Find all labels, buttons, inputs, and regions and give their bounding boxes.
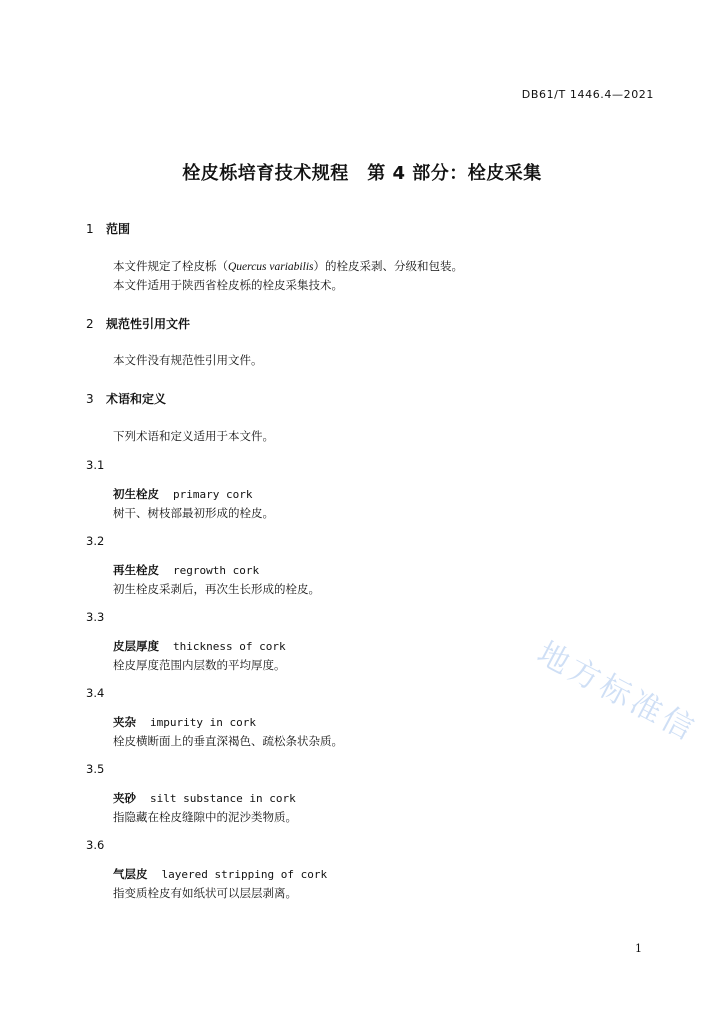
section-number: 1 (86, 222, 94, 236)
term-entry (113, 866, 327, 882)
section-title: 范围 (106, 222, 131, 236)
term-entry (113, 714, 256, 730)
term-definition: 初生栓皮采剥后，再次生长形成的栓皮。 (113, 582, 320, 596)
section-title: 规范性引用文件 (106, 317, 191, 331)
section-title: 术语和定义 (106, 392, 167, 406)
section-3-heading (86, 390, 166, 407)
term-number: 3.3 (86, 610, 105, 624)
term-entry (113, 638, 286, 654)
term-entry (113, 790, 296, 806)
term-number: 3.6 (86, 838, 105, 852)
term-definition: 指隐藏在栓皮缝隙中的泥沙类物质。 (113, 810, 297, 824)
term-zh: 夹杂 (113, 715, 136, 729)
term-definition: 栓皮厚度范围内层数的平均厚度。 (113, 658, 286, 672)
term-zh: 夹砂 (113, 791, 136, 805)
term-definition: 树干、树枝部最初形成的栓皮。 (113, 506, 274, 520)
term-entry (113, 562, 259, 578)
terms-intro-paragraph: 下列术语和定义适用于本文件。 (113, 429, 274, 443)
term-number: 3.4 (86, 686, 105, 700)
page-number: 1 (635, 942, 642, 955)
term-number: 3.1 (86, 458, 105, 472)
term-definition: 栓皮横断面上的垂直深褐色、疏松条状杂质。 (113, 734, 343, 748)
term-zh: 初生栓皮 (113, 487, 159, 501)
term-zh: 皮层厚度 (113, 639, 159, 653)
term-en: primary cork (173, 488, 253, 501)
term-definition: 指变质栓皮有如纸状可以层层剥离。 (113, 886, 297, 900)
scope-paragraph-2: 本文件适用于陕西省栓皮栎的栓皮采集技术。 (113, 278, 343, 292)
term-entry (113, 486, 252, 502)
term-en: impurity in cork (150, 716, 256, 729)
term-number: 3.5 (86, 762, 105, 776)
latin-name: Quercus variabilis (228, 261, 314, 273)
term-number: 3.2 (86, 534, 105, 548)
section-2-heading (86, 315, 190, 332)
section-number: 2 (86, 317, 94, 331)
term-en: thickness of cork (173, 640, 286, 653)
term-en: regrowth cork (173, 564, 260, 577)
section-1-heading (86, 220, 130, 237)
document-title: 栓皮栎培育技术规程 第 4 部分：栓皮采集 (182, 163, 542, 184)
section-number: 3 (86, 392, 94, 406)
text-run: ）的栓皮采剥、分级和包装。 (313, 259, 463, 273)
watermark: 地方标准信 (531, 635, 703, 750)
text-run: 本文件规定了栓皮栎（ (113, 259, 228, 273)
term-zh: 再生栓皮 (113, 563, 159, 577)
term-zh: 气层皮 (113, 867, 148, 881)
term-en: silt substance in cork (150, 792, 296, 805)
scope-paragraph-1 (113, 258, 463, 274)
term-en: layered stripping of cork (161, 868, 328, 881)
normative-references-paragraph: 本文件没有规范性引用文件。 (113, 353, 263, 367)
standard-code: DB61/T 1446.4—2021 (521, 88, 654, 101)
